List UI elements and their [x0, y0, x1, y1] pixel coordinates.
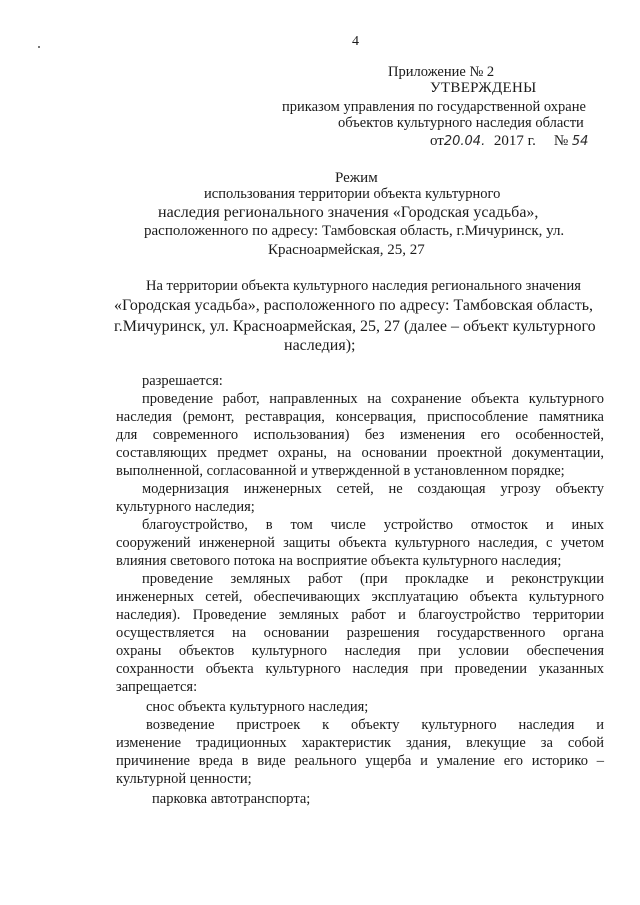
body-line: изменение традиционных характеристик здания, влекущие за собой	[116, 735, 604, 751]
title-line-2: использования территории объекта культурного	[204, 186, 501, 202]
body-line: снос объекта культурного наследия;	[146, 699, 369, 715]
body-line: возведение пристроек к объекту культурного наследия и	[146, 717, 604, 733]
body-line: осуществляется на основании разрешения государственного органа	[116, 625, 604, 641]
body-line: культурной ценности;	[116, 771, 252, 787]
body-line: парковка автотранспорта;	[152, 791, 311, 807]
body-line: благоустройство, в том числе устройство отмосток и иных	[142, 517, 604, 533]
body-line: выполненной, согласованной и утвержденной в установленном порядке;	[116, 463, 565, 479]
title-line-4: расположенного по адресу: Тамбовская область, г.Мичуринск, ул.	[144, 223, 565, 239]
body-line: сохранности объекта культурного наследия при проведении указанных	[116, 661, 604, 677]
body-line: модернизация инженерных сетей, не создающая угрозу объекту	[142, 481, 604, 497]
intro-line-1: На территории объекта культурного наследия регионального значения	[146, 278, 581, 294]
scan-speck	[38, 46, 40, 48]
appendix-label: Приложение № 2	[388, 64, 495, 80]
body-line: причинение вреда в виде реального ущерба и умаление его историко –	[116, 753, 604, 769]
body-line: культурного наследия;	[116, 499, 255, 515]
body-line: инженерных сетей, обеспечивающих эксплуатацию объекта культурного	[116, 589, 604, 605]
handwritten-number: 54	[571, 134, 589, 149]
body-line: влияния светового потока на восприятие объекта культурного наследия;	[116, 553, 562, 569]
intro-line-4: наследия);	[284, 337, 356, 354]
order-date-line	[430, 133, 588, 150]
body-line: наследия (ремонт, реставрация, консервация, приспособление памятника	[116, 409, 604, 425]
intro-line-3: г.Мичуринск, ул. Красноармейская, 25, 27 (далее – объект культурного	[114, 318, 596, 335]
body-line: составляющих предмет охраны, на основании проектной документации,	[116, 445, 604, 461]
body-line: наследия). Проведение земляных работ и благоустройство территории	[116, 607, 604, 623]
body-line: сооружений инженерной защиты объекта культурного наследия, с учетом	[116, 535, 604, 551]
body-line: разрешается:	[142, 373, 223, 389]
date-prefix: от	[430, 133, 444, 149]
intro-line-2: «Городская усадьба», расположенного по адресу: Тамбовская область,	[114, 297, 594, 314]
order-line-1: приказом управления по государственной охране	[282, 99, 586, 115]
order-line-2: объектов культурного наследия области	[338, 115, 584, 131]
body-line: запрещается:	[116, 679, 198, 695]
order-year: 2017 г.	[493, 133, 536, 149]
body-line: проведение земляных работ (при прокладке и реконструкции	[142, 571, 604, 587]
title-line-5: Красноармейская, 25, 27	[268, 242, 425, 258]
title-line-1: Режим	[335, 170, 378, 186]
handwritten-date: 20.04.	[443, 134, 486, 149]
body-line: проведение работ, направленных на сохранение объекта культурного	[142, 391, 604, 407]
body-line: для современного использования) без изменения его особенностей,	[116, 427, 604, 443]
approved-label: УТВЕРЖДЕНЫ	[430, 80, 537, 96]
page-number: 4	[352, 34, 359, 49]
body-line: охраны объектов культурного наследия при условии обеспечения	[116, 643, 604, 659]
title-line-3: наследия регионального значения «Городская усадьба»,	[158, 204, 539, 221]
number-prefix: №	[553, 133, 569, 149]
